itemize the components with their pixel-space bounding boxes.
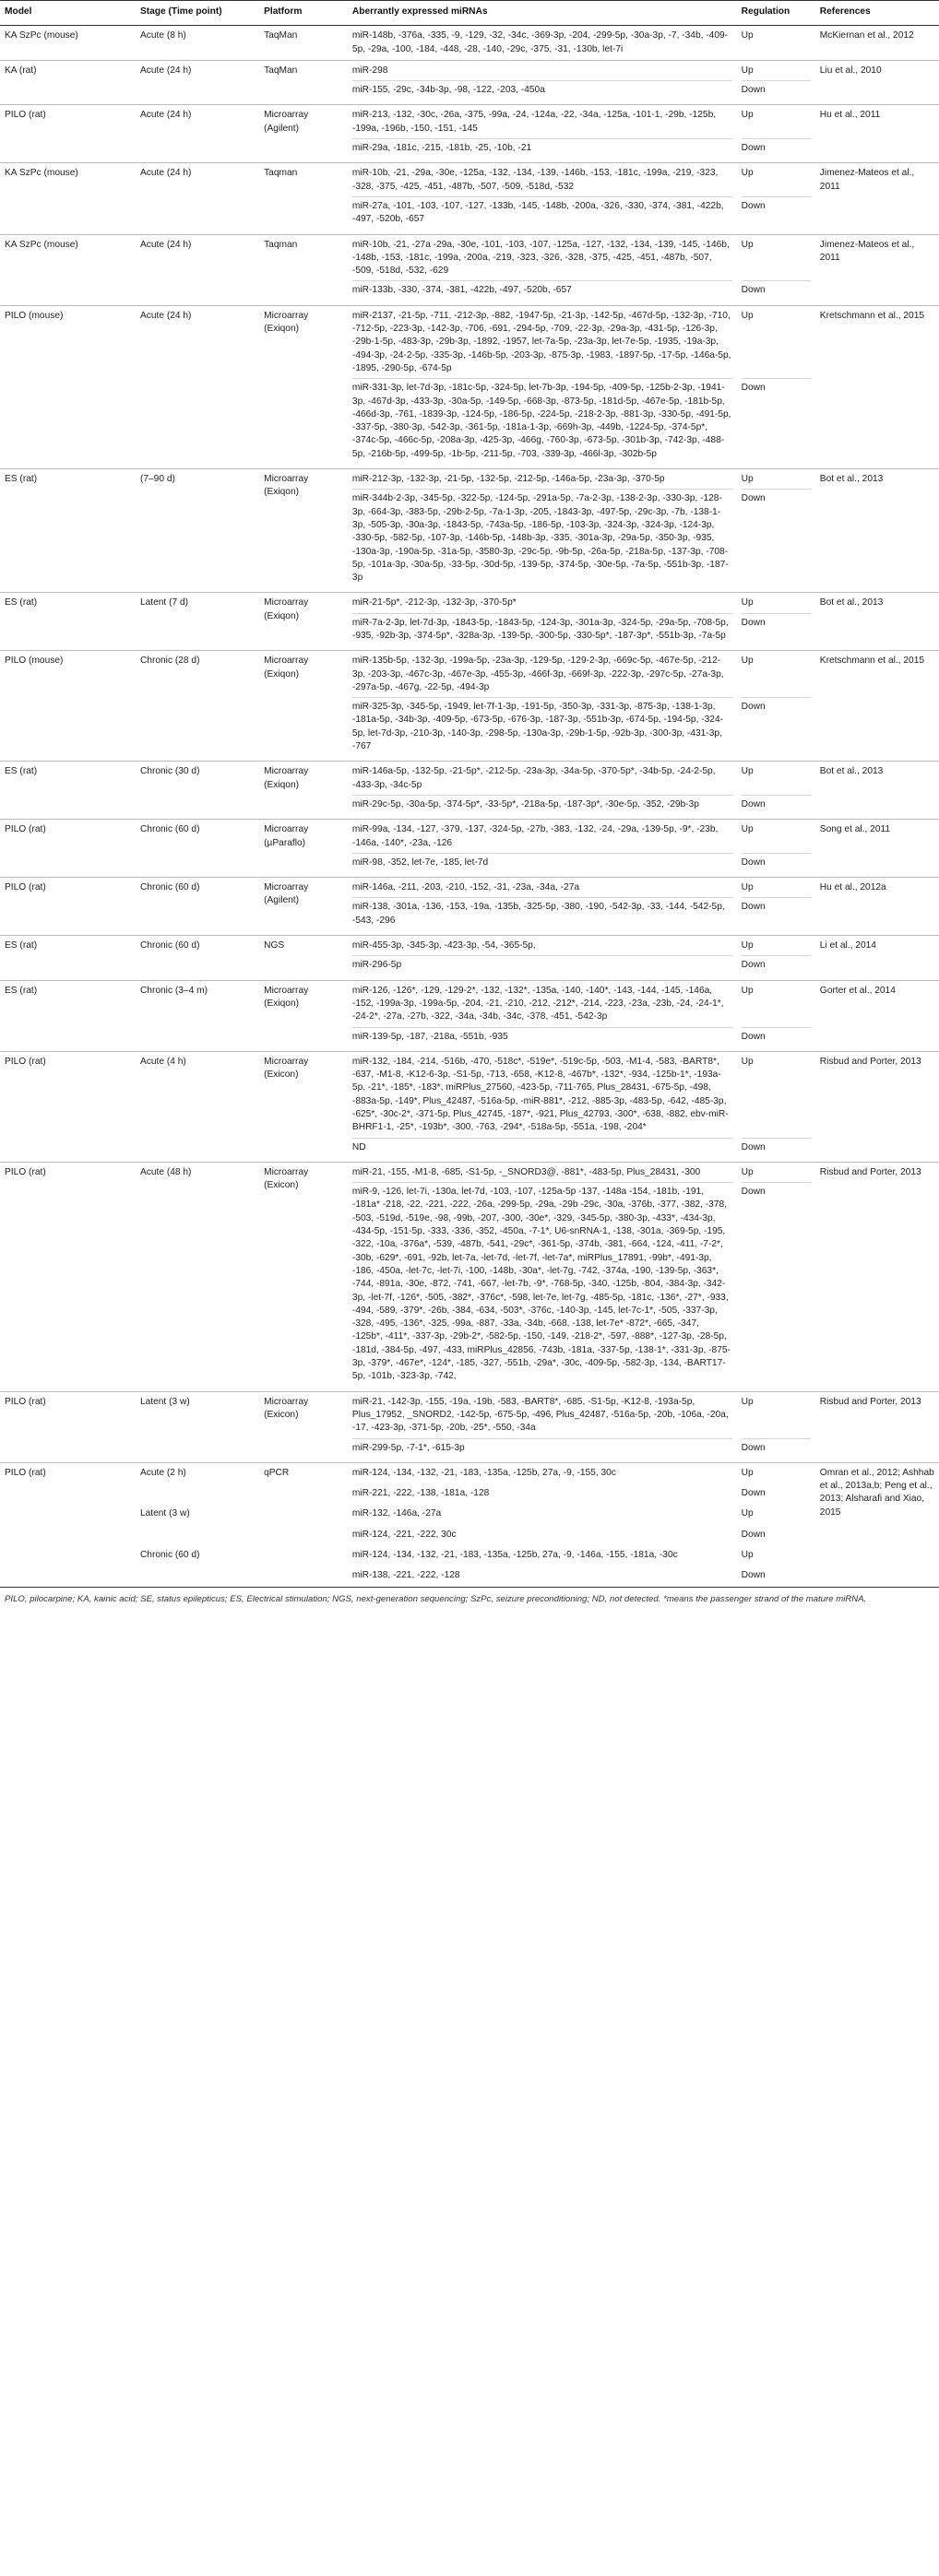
header-mirnas: Aberrantly expressed miRNAs — [348, 1, 737, 26]
platform-cell: NGS — [259, 936, 348, 981]
reference-cell: Bot et al., 2013 — [815, 593, 939, 651]
reference-cell: Bot et al., 2013 — [815, 762, 939, 820]
regulation-cell — [737, 593, 815, 651]
mirna-list: miR-139-5p, -187, -218a, -551b, -935 — [352, 1027, 732, 1044]
mirnas-cell: miR-221, -222, -138, -181a, -128 — [351, 1488, 490, 1499]
table-row — [0, 26, 939, 61]
mirna-list: miR-7a-2-3p, let-7d-3p, -1843-5p, -1843-5p, -124-3p, -301a-3p, -324-5p, -29a-5p, -708-5p, -935, -92b-3p, -374-5p*, -328a-3p, -139-5p, -300-5p, -330-5p*, -187-3p*, -551b-3p, -7a-5p — [352, 613, 732, 644]
stage-cell: Chronic (3–4 m) — [136, 980, 259, 1051]
regulation-value: Down — [742, 378, 811, 465]
platform-cell: Microarray (Exiqon) — [259, 651, 348, 762]
platform-cell: Microarray (Exiqon) — [259, 980, 348, 1051]
regulation-value: Up — [741, 597, 754, 609]
regulation-cell: Up — [741, 1508, 754, 1519]
reference-cell: Kretschmann et al., 2015 — [815, 305, 939, 468]
header-model: Model — [0, 1, 136, 26]
table-row — [0, 1545, 939, 1566]
model-cell: ES (rat) — [0, 762, 136, 820]
mirna-list: miR-296-5p — [352, 955, 732, 972]
regulation-value: Down — [742, 138, 811, 159]
reference-cell: Liu et al., 2010 — [815, 60, 939, 105]
platform-cell: Microarray (Exicon) — [259, 1162, 348, 1391]
stage-cell: Chronic (30 d) — [136, 762, 259, 820]
platform-cell: Microarray (µParaflo) — [259, 820, 348, 878]
platform-cell: Microarray (Exicon) — [259, 1051, 348, 1162]
mirnas-cell: miR-124, -134, -132, -21, -183, -135a, -125b, 27a, -9, -146a, -155, -181a, -30c — [351, 1550, 678, 1561]
table-row — [0, 936, 939, 981]
mirna-list: miR-146a-5p, -132-5p, -21-5p*, -212-5p, -23a-3p, -34a-5p, -370-5p*, -34b-5p, -24-2-5p, -433-3p, -34c-5p — [351, 766, 716, 790]
regulation-cell — [737, 163, 815, 234]
mirnas-cell — [348, 105, 737, 163]
reference-cell: Song et al., 2011 — [815, 820, 939, 878]
mirna-list: miR-21-5p*, -212-3p, -132-3p, -370-5p* — [351, 597, 517, 609]
mirna-list: miR-135b-5p, -132-3p, -199a-5p, -23a-3p, -129-5p, -129-2-3p, -669c-5p, -467e-5p, -212-3p, -203-3p, -467c-3p, -467e-3p, -455-3p, -466f-3p, -669f-3p, -222-3p, -297c-5p, -27a-3p, -297a-5p, -467g, -22-5p, -494-3p — [351, 656, 724, 692]
mirna-list: miR-133b, -330, -374, -381, -422b, -497, -520b, -657 — [352, 280, 732, 297]
reference-cell: McKiernan et al., 2012 — [819, 30, 914, 41]
platform-cell: TaqMan — [264, 30, 298, 41]
stage-cell: Acute (24 h) — [136, 163, 259, 234]
platform-cell: Taqman — [259, 234, 348, 305]
table-row — [0, 1462, 939, 1483]
regulation-value: Down — [742, 853, 811, 873]
regulation-value: Up — [741, 310, 754, 321]
regulation-value: Up — [741, 1056, 754, 1067]
mirna-list: miR-148b, -376a, -335, -9, -129, -32, -34c, -369-3p, -204, -299-5p, -30a-3p, -7, -34b, -409-5p, -29a, -100, -184, -448, -28, -140, -29c, -375, -31, -130b, let-7i — [351, 30, 729, 54]
mirnas-cell: miR-124, -221, -222, 30c — [351, 1529, 457, 1540]
model-cell: PILO (rat) — [0, 1462, 136, 1586]
mirna-list: miR-29c-5p, -30a-5p, -374-5p*, -33-5p*, -218a-5p, -187-3p*, -30e-5p, -352, -29b-3p — [352, 795, 732, 811]
platform-cell: Microarray (Exiqon) — [259, 762, 348, 820]
reference-cell: Omran et al., 2012; Ashhab et al., 2013a,b; Peng et al., 2013; Alsharafi and Xiao, 2015 — [815, 1462, 939, 1586]
regulation-cell: Down — [741, 1570, 766, 1581]
mirnas-cell — [348, 163, 737, 234]
table-row — [0, 305, 939, 468]
regulation-cell — [737, 1391, 815, 1462]
mirnas-cell — [348, 60, 737, 105]
stage-cell: Chronic (60 d) — [139, 1550, 200, 1561]
header-references: References — [815, 1, 939, 26]
header-platform: Platform — [259, 1, 348, 26]
reference-cell: Risbud and Porter, 2013 — [815, 1391, 939, 1462]
mirnas-cell — [348, 305, 737, 468]
table-row — [0, 1051, 939, 1162]
stage-cell: Chronic (28 d) — [136, 651, 259, 762]
header-stage: Stage (Time point) — [136, 1, 259, 26]
regulation-value: Up — [741, 474, 754, 485]
mirnas-cell — [348, 1162, 737, 1391]
reference-cell: Risbud and Porter, 2013 — [815, 1051, 939, 1162]
reference-cell: Bot et al., 2013 — [815, 469, 939, 593]
regulation-value: Up — [741, 1396, 754, 1407]
regulation-value: Down — [742, 280, 811, 301]
regulation-value: Up — [741, 824, 754, 835]
table-row — [0, 1504, 939, 1524]
table-row — [0, 1391, 939, 1462]
reference-cell: Jimenez-Mateos et al., 2011 — [815, 234, 939, 305]
header-regulation: Regulation — [737, 1, 815, 26]
model-cell: KA SzPc (mouse) — [0, 163, 136, 234]
model-cell: PILO (mouse) — [0, 651, 136, 762]
table-row — [0, 1566, 939, 1586]
regulation-cell — [737, 26, 815, 61]
regulation-value: Up — [741, 239, 754, 250]
platform-cell: qPCR — [259, 1462, 348, 1586]
mirna-list: miR-344b-2-3p, -345-5p, -322-5p, -124-5p, -291a-5p, -7a-2-3p, -138-2-3p, -330-3p, -128-3p, -664-3p, -383-5p, -29b-2-5p, -7a-1-3p, -205, -1843-3p, -497-5p, -29c-3p, -7b, -138-1-3p, -505-3p, -30a-3p, -1843-5p, -743a-5p, -186-5p, -103-3p, -324-3p, -324-3p, -124-3p, -330-5p, -582-5p, -107-3p, -146b-5p, -148b-3p, -335, -301a-3p, -29a-5p, -350-3p, -935, -130a-3p, -190a-5p, -31a-5p, -3580-3p, -29c-5p, -9b-5p, -26a-5p, -218a-5p, -137-3p, -708-5p, -101a-3p, -30a-5p, -33-5p, -30d-5p, -139-5p, -374-5p, -30e-5p, -7a-5p, -551b-3p, -187-3p — [352, 489, 732, 585]
reference-cell: Risbud and Porter, 2013 — [815, 1162, 939, 1391]
table-footnote: PILO, pilocarpine; KA, kainic acid; SE, status epilepticus; ES, Electrical stimulation; NGS, next-generation sequencing; SzPc, seizure preconditioning; ND, not detected. *means the passenger strand of the mature miRNA. — [0, 1587, 939, 1606]
regulation-cell: Down — [741, 1529, 766, 1540]
mirnas-cell — [348, 1391, 737, 1462]
mirnas-cell — [348, 980, 737, 1051]
model-cell: KA SzPc (mouse) — [0, 234, 136, 305]
mirna-list: miR-2137, -21-5p, -711, -212-3p, -882, -1947-5p, -21-3p, -142-5p, -467d-5p, -132-3p, -710, -712-5p, -223-3p, -142-3p, -706, -691, -294-5p, -709, -22-3p, -29a-3p, -431-5p, -126-3p, -29b-1-5p, -483-3p, -29b-3p, -1892, -1957, let-7a-5p, -23a-3p, let-7e-5p, -1935, -19a-3p, -494-3p, -24-2-5p, -335-3p, -146b-5p, -203-3p, -875-3p, -1983, -1897-5p, -17-5p, -146a-5p, -1895, -290-5p, -674-5p — [351, 310, 731, 373]
reference-cell: Gorter et al., 2014 — [815, 980, 939, 1051]
mirna-list: miR-138, -301a, -136, -153, -19a, -135b, -325-5p, -380, -190, -542-3p, -33, -144, -542-5p, -543, -296 — [352, 897, 732, 928]
stage-cell — [136, 1525, 259, 1545]
mirna-list: miR-455-3p, -345-3p, -423-3p, -54, -365-5p, — [351, 940, 536, 951]
platform-cell: Microarray (Agilent) — [259, 878, 348, 936]
regulation-value: Up — [741, 168, 754, 179]
mirna-list: miR-126, -126*, -129, -129-2*, -132, -132*, -135a, -140, -140*, -143, -144, -145, -146a, -152, -199a-3p, -199a-5p, -204, -21, -210, -212, -212*, -214, -223, -23a, -23b, -24, -24-1*, -24-2*, -27a, -27b, -322, -34a, -34b, -34c, -378, -451, -542-3p — [351, 985, 724, 1022]
mirnas-cell — [348, 593, 737, 651]
stage-cell — [136, 1566, 259, 1586]
reference-cell: Hu et al., 2011 — [815, 105, 939, 163]
regulation-value: Down — [742, 697, 811, 757]
mirnas-cell — [348, 820, 737, 878]
stage-cell: Latent (7 d) — [136, 593, 259, 651]
reference-cell: Hu et al., 2012a — [815, 878, 939, 936]
stage-cell: Acute (24 h) — [136, 60, 259, 105]
regulation-cell — [737, 105, 815, 163]
stage-cell: Acute (24 h) — [136, 234, 259, 305]
mirnas-cell: miR-124, -134, -132, -21, -183, -135a, -125b, 27a, -9, -155, 30c — [348, 1462, 737, 1483]
reference-cell: Kretschmann et al., 2015 — [815, 651, 939, 762]
model-cell: PILO (rat) — [0, 1051, 136, 1162]
regulation-cell — [737, 305, 815, 468]
mirnas-cell — [348, 762, 737, 820]
platform-cell: Microarray (Exiqon) — [259, 593, 348, 651]
stage-cell: Acute (2 h) — [136, 1462, 259, 1483]
mirna-list: miR-212-3p, -132-3p, -21-5p, -132-5p, -212-5p, -146a-5p, -23a-3p, -370-5p — [351, 474, 665, 485]
mirna-list: miR-29a, -181c, -215, -181b, -25, -10b, -21 — [352, 138, 732, 155]
mirna-list: miR-21, -155, -M1-8, -685, -S1-5p, -_SNORD3@, -881*, -483-5p, Plus_28431, -300 — [351, 1166, 701, 1177]
regulation-value: Up — [741, 30, 754, 41]
table-row — [0, 1162, 939, 1391]
stage-cell: Chronic (60 d) — [136, 878, 259, 936]
mirna-list: miR-9, -126, let-7i, -130a, let-7d, -103, -107, -125a-5p -137, -148a -154, -181b, -191, -181a* -218, -22, -221, -222, -26a, -299-5p, -29a, -29b -29c, -30a, -376b, -377, -382, -378, -503, -519d, -519e, -98, -99b, -207, -300, -30e*, -329, -345-5p, -380-3p, -433*, -434-3p, -434-5p, -151-5p, -333, -336, -352, -450a, -7-1*, U6-snRNA-1, -138, -301a, -369-5p, -195, -322, -10a, -376a*, -539, -487b, -541, -29c*, -361-5p, -374b, -381, -664, -124, -411, -7-2*, -30b, -629*, -691, -92b, let-7a, -let-7d, -let-7f, -let-7a*, miRPlus_17891, -99b*, -491-3p, -186, -450a, -let-7c, -let-7i, -100, -148b, -30a*, -let-7g, -742, -374a, -190, -139-5p, -363*, -744, -891a, -30e, -872, -741, -667, -let-7b, -9*, -768-5p, -340, -125b, -804, -384-3p, -342-3p, -let-7f, -126*, -505, -382*, -376c*, -598, let-7e, let-7g, -485-5p, -181c, -136*, -27*, -933, -494, -589, -379*, -26b, -384, -634, -503*, -376c, -140-3p, -145, let-7c-1*, -505, -337-3p, -328, -495, -136*, -325, -99a, -887, -33a, -34b, -668, -138, let-7e* -872*, -665, -347, -125b*, -411*, -337-3p, -29b-2*, -582-5p, -150, -149, -218-2*, -597, -888*, -127-3p, -28-5p, -181d, -384-5p, -497, -433, miRPlus_42856, -743b, -181a, -337-5p, -138-1*, -331-3p, -875-3p, -379*, -467e*, -124*, -185, -327, -551b, -29a*, -30c, -409-5p, -582-3p, -134, -BART17-5p, -101b, -323-3p, -742, — [352, 1182, 732, 1383]
table-body — [0, 26, 939, 1587]
stage-cell: Acute (24 h) — [136, 305, 259, 468]
regulation-cell — [737, 234, 815, 305]
regulation-value: Up — [741, 940, 754, 951]
model-cell: KA (rat) — [0, 60, 136, 105]
model-cell: PILO (rat) — [0, 1162, 136, 1391]
mirna-list: miR-10b, -21, -27a -29a, -30e, -101, -103, -107, -125a, -127, -132, -134, -139, -145, -146b, -148b, -153, -181c, -199a, -200a, -219, -323, -326, -328, -375, -425, -451, -487b, -507, -509, -518d, -532, -629 — [351, 239, 730, 277]
mirnas-cell — [348, 1051, 737, 1162]
mirna-list: miR-27a, -101, -103, -107, -127, -133b, -145, -148b, -200a, -326, -330, -374, -381, -422b, -497, -520b, -657 — [352, 196, 732, 227]
regulation-value: Down — [742, 613, 811, 647]
stage-cell: (7–90 d) — [136, 469, 259, 593]
model-cell: PILO (rat) — [0, 1391, 136, 1462]
mirnas-cell — [348, 651, 737, 762]
stage-cell: Acute (48 h) — [136, 1162, 259, 1391]
regulation-cell — [737, 980, 815, 1051]
regulation-cell: Down — [741, 1488, 766, 1499]
mirna-list: miR-146a, -211, -203, -210, -152, -31, -23a, -34a, -27a — [351, 882, 580, 893]
model-cell: PILO (rat) — [0, 878, 136, 936]
regulation-value: Down — [742, 1182, 811, 1387]
table-header — [0, 1, 939, 26]
table-row — [0, 234, 939, 305]
mirna-list: miR-331-3p, let-7d-3p, -181c-5p, -324-5p, let-7b-3p, -194-5p, -409-5p, -125b-2-3p, -1941-3p, -467d-3p, -433-3p, -30a-5p, -149-5p, -668-3p, -873-5p, -181d-5p, -467e-5p, -181b-5p, -466d-3p, -761, -1839-3p, -124-5p, -186-5p, -224-5p, -218-2-3p, -881-3p, -330-5p, -491-5p, -337-5p, -380-3p, -542-3p, -361-5p, -181a-1-3p, -669h-3p, -449b, -1224-5p, -374-5p*, -374c-5p, -466c-5p, -208a-3p, -425-3p, -466g, -760-3p, -673-5p, -301b-3p, -742-3p, -488-5p, -216b-5p, -499-5p, -1b-5p, -211-5p, -703, -339-3p, -466l-3p, -302b-5p — [352, 378, 732, 461]
table-row — [0, 762, 939, 820]
mirna-list: miR-298 — [351, 65, 388, 76]
mirna-list: miR-21, -142-3p, -155, -19a, -19b, -583, -BART8*, -685, -S1-5p, -K12-8, -193a-5p, Plus_17952, _SNORD2, -142-5p, -675-5p, -496, Plus_42487, -516a-5p, -20b, -106a, -20a, -17, -423-3p, -371-5p, -20b, -25*, -550, -34a — [351, 1396, 729, 1434]
model-cell: ES (rat) — [0, 936, 136, 981]
stage-cell: Acute (24 h) — [136, 105, 259, 163]
table-row — [0, 1525, 939, 1545]
regulation-cell: Up — [737, 1462, 815, 1483]
regulation-cell — [737, 1162, 815, 1391]
regulation-value: Down — [742, 955, 811, 975]
model-cell: ES (rat) — [0, 593, 136, 651]
table-row — [0, 593, 939, 651]
regulation-cell — [737, 936, 815, 981]
regulation-value: Down — [742, 489, 811, 588]
regulation-cell: Up — [741, 1550, 754, 1561]
regulation-cell — [737, 820, 815, 878]
mirna-list: miR-155, -29c, -34b-3p, -98, -122, -203, -450a — [352, 80, 732, 97]
table-row — [0, 651, 939, 762]
table-row — [0, 980, 939, 1051]
reference-cell: Li et al., 2014 — [815, 936, 939, 981]
reference-cell: Jimenez-Mateos et al., 2011 — [815, 163, 939, 234]
mirna-list: miR-213, -132, -30c, -26a, -375, -99a, -24, -124a, -22, -34a, -125a, -101-1, -29b, -125b, -199a, -196b, -150, -151, -145 — [351, 110, 717, 134]
stage-cell: Acute (4 h) — [136, 1051, 259, 1162]
regulation-value: Down — [742, 1438, 811, 1459]
mirnas-cell — [348, 234, 737, 305]
regulation-value: Up — [741, 766, 754, 777]
table-row — [0, 1483, 939, 1504]
table-row — [0, 105, 939, 163]
regulation-value: Down — [742, 1138, 811, 1158]
platform-cell: Microarray (Exiqon) — [259, 469, 348, 593]
regulation-value: Up — [741, 65, 754, 76]
model-cell: ES (rat) — [0, 469, 136, 593]
table-row — [0, 878, 939, 936]
regulation-cell — [737, 1051, 815, 1162]
model-cell: KA SzPc (mouse) — [5, 30, 78, 41]
mirna-list: miR-299-5p, -7-1*, -615-3p — [352, 1438, 732, 1455]
regulation-value: Up — [741, 985, 754, 996]
regulation-cell — [737, 878, 815, 936]
mirnas-cell — [348, 878, 737, 936]
regulation-cell — [737, 762, 815, 820]
platform-cell: Microarray (Exiqon) — [259, 305, 348, 468]
regulation-value: Up — [741, 110, 754, 121]
stage-cell — [136, 1483, 259, 1504]
regulation-cell — [737, 651, 815, 762]
mirnas-cell: miR-132, -146a, -27a — [351, 1508, 442, 1519]
regulation-value: Down — [742, 80, 811, 100]
regulation-value: Up — [741, 882, 754, 893]
stage-cell: Latent (3 w) — [136, 1391, 259, 1462]
platform-cell: Taqman — [259, 163, 348, 234]
regulation-value: Down — [742, 897, 811, 931]
model-cell: PILO (rat) — [0, 820, 136, 878]
mirnas-cell — [348, 26, 737, 61]
model-cell: PILO (mouse) — [0, 305, 136, 468]
model-cell: PILO (rat) — [0, 105, 136, 163]
table-row — [0, 163, 939, 234]
table-row — [0, 60, 939, 105]
platform-cell: Microarray (Agilent) — [259, 105, 348, 163]
platform-cell: TaqMan — [259, 60, 348, 105]
regulation-value: Down — [742, 795, 811, 815]
stage-cell: Chronic (60 d) — [136, 936, 259, 981]
regulation-value: Down — [742, 196, 811, 230]
regulation-cell — [737, 469, 815, 593]
platform-cell: Microarray (Exicon) — [259, 1391, 348, 1462]
regulation-value: Up — [741, 1166, 754, 1177]
table-row — [0, 820, 939, 878]
stage-cell: Acute (8 h) — [139, 30, 186, 41]
mirna-list: miR-10b, -21, -29a, -30e, -125a, -132, -134, -139, -146b, -153, -181c, -199a, -219, -323, -328, -375, -425, -451, -487b, -507, -509, -518d, -532 — [351, 168, 719, 192]
mirna-list: miR-325-3p, -345-5p, -1949, let-7f-1-3p, -191-5p, -350-3p, -331-3p, -875-3p, -138-1-3p, -181a-5p, -34b-3p, -409-5p, -673-5p, -676-3p, -187-3p, -551b-3p, -674-5p, -194-5p, -324-5p, let-7d-3p, -210-3p, -140-3p, -298-5p, -130a-3p, -29b-1-5p, -92b-3p, -300-3p, -431-3p, -767 — [352, 697, 732, 753]
table-row — [0, 469, 939, 593]
regulation-cell — [737, 60, 815, 105]
mirnas-cell — [348, 469, 737, 593]
mirna-list: ND — [352, 1138, 732, 1154]
regulation-value: Down — [742, 1027, 811, 1047]
mirnas-cell — [348, 936, 737, 981]
mirna-list: miR-132, -184, -214, -516b, -470, -518c*, -519e*, -519c-5p, -503, -M1-4, -583, -BART8*, -637, -M1-8, -K12-6-3p, -S1-5p, -713, -658, -K12-8, -467b*, -132*, -934, -125b-1*, -193a-5p, -21*, -185*, -183*, miRPlus_27560, -423-5p, -711-765, Plus_28431, -675-5p, -498, -883a-5p, -149*, Plus_42487, -516a-5p, -miR-881*, -212, -885-3p, -483-5p, -642, -485-3p, -625*, -30c-2*, -371-5p, Plus_42745, -187*, -921, Plus_42793, -300*, -638, -882, ebv-miR-BHRF1-1, -25*, -193b*, -300, -763, -294*, -518a-5p, -551a, -198, -204* — [351, 1056, 729, 1133]
mirna-list: miR-98, -352, let-7e, -185, let-7d — [352, 853, 732, 869]
regulation-value: Up — [741, 656, 754, 667]
stage-cell: Latent (3 w) — [139, 1508, 190, 1519]
mirna-list: miR-99a, -134, -127, -379, -137, -324-5p, -27b, -383, -132, -24, -29a, -139-5p, -9*, -23b, -146a, -140*, -23a, -126 — [351, 824, 719, 848]
stage-cell: Chronic (60 d) — [136, 820, 259, 878]
mirnas-cell: miR-138, -221, -222, -128 — [351, 1570, 460, 1581]
model-cell: ES (rat) — [0, 980, 136, 1051]
